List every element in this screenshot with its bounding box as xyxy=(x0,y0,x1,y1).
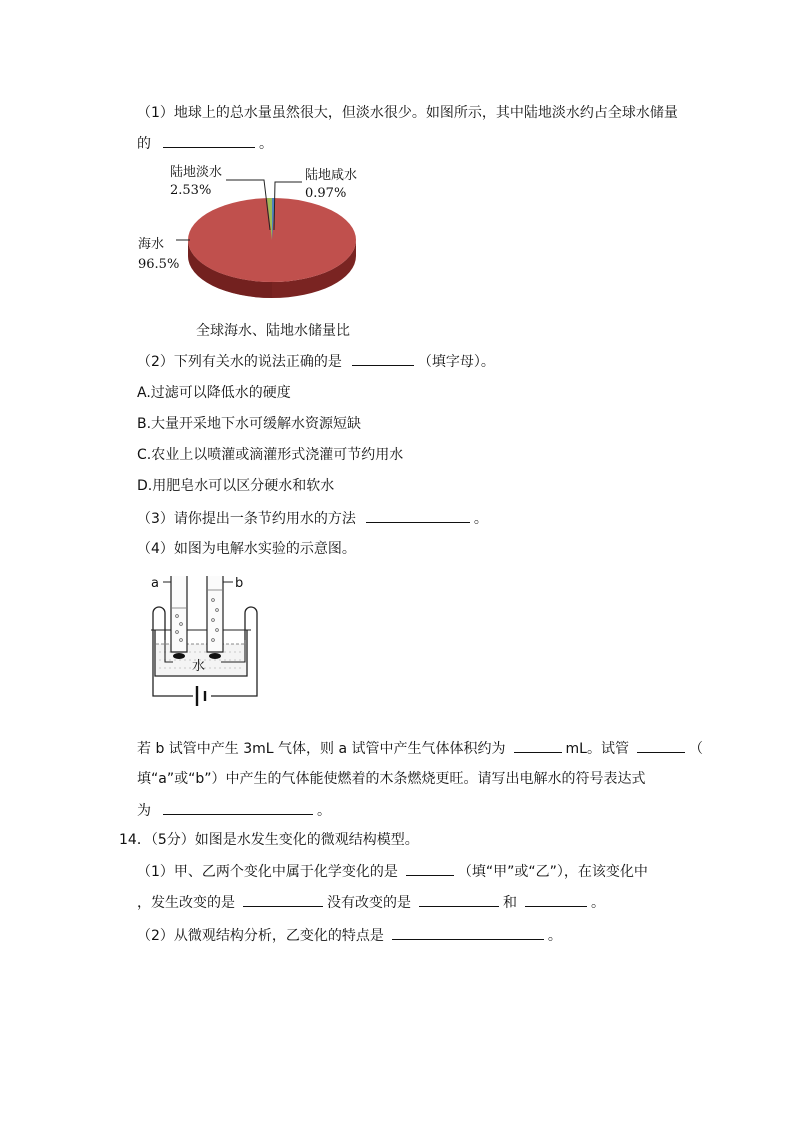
q13-part4-line2: 填“a”或“b”）中产生的气体能使燃着的木条燃烧更旺。请写出电解水的符号表达式 xyxy=(137,771,646,787)
q13-part4-text-b: mL。试管 xyxy=(565,741,629,757)
q13-part2-prefix: （2）下列有关水的说法正确的是 xyxy=(137,354,342,370)
option-b: B.大量开采地下水可缓解水资源短缺 xyxy=(137,416,362,432)
q13-part4-text-a: 若 b 试管中产生 3mL 气体，则 a 试管中产生气体体积约为 xyxy=(137,741,506,757)
q14-part1-text-c: ，发生改变的是 xyxy=(137,895,235,911)
answer-blank-11[interactable] xyxy=(392,925,544,940)
q13-part2-suffix: （填字母）。 xyxy=(417,354,495,370)
q14-part1-text-d: 没有改变的是 xyxy=(327,895,411,911)
q13-part3-prefix: （3）请你提出一条节约用水的方法 xyxy=(137,511,356,527)
q14-part2-prefix: （2）从微观结构分析，乙变化的特点是 xyxy=(137,928,384,944)
q13-part4-line1 xyxy=(137,738,703,759)
q14-part1-text-b: （填“甲”或“乙”），在该变化中 xyxy=(457,864,648,880)
q13-part4-line3 xyxy=(137,800,331,821)
electrode-a xyxy=(173,653,185,659)
answer-blank-5[interactable] xyxy=(637,738,685,753)
q14-part2 xyxy=(137,925,562,946)
q14-part1-text-f: 。 xyxy=(591,895,605,911)
q13-part3-suffix: 。 xyxy=(473,511,488,527)
answer-blank-2[interactable] xyxy=(352,351,414,366)
answer-blank-1[interactable] xyxy=(163,133,255,148)
answer-blank-4[interactable] xyxy=(514,738,562,753)
q14-title: 14．（5分）如图是水发生变化的微观结构模型。 xyxy=(119,832,419,848)
test-tube-b xyxy=(207,576,223,652)
electrode-b xyxy=(209,653,221,659)
q13-part4-text-d: 为 xyxy=(137,803,151,819)
q14-part2-suffix: 。 xyxy=(547,928,562,944)
option-c: C.农业上以喷灌或滴灌形式浇灌可节约用水 xyxy=(137,447,404,463)
pie-label-salt-name: 陆地咸水 xyxy=(305,168,358,183)
answer-blank-9[interactable] xyxy=(419,892,499,907)
q14-part1-line2 xyxy=(137,892,605,913)
pie-label-sea-pct: 96.5% xyxy=(138,257,180,272)
q13-part1-line1: （1）地球上的总水量虽然很大，但淡水很少。如图所示，其中陆地淡水约占全球水储量 xyxy=(137,105,678,121)
q13-part1-suffix: 。 xyxy=(259,136,273,152)
diagram-label-water: 水 xyxy=(192,659,206,674)
answer-blank-8[interactable] xyxy=(243,892,323,907)
q14-part1-line1 xyxy=(137,861,648,882)
answer-blank-6[interactable] xyxy=(163,800,313,815)
pie-label-salt-pct: 0.97% xyxy=(305,186,347,201)
diagram-label-a: a xyxy=(151,576,159,591)
answer-blank-10[interactable] xyxy=(525,892,587,907)
diagram-label-b: b xyxy=(235,576,244,591)
q13-part4-text-e: 。 xyxy=(317,803,331,819)
answer-blank-7[interactable] xyxy=(406,861,454,876)
q13-part2 xyxy=(137,351,495,372)
pie-label-sea-name: 海水 xyxy=(138,237,165,252)
q13-part1-prefix: 的 xyxy=(137,136,151,152)
pie-caption: 全球海水、陆地水储量比 xyxy=(196,323,350,339)
electrolysis-diagram xyxy=(135,570,265,722)
pie-label-fresh-pct: 2.53% xyxy=(170,183,212,198)
q14-part1-text-e: 和 xyxy=(503,895,517,911)
option-d: D.用肥皂水可以区分硬水和软水 xyxy=(137,478,335,494)
water-pie-chart xyxy=(130,160,370,320)
q13-part4-intro: （4）如图为电解水实验的示意图。 xyxy=(137,541,356,557)
test-tube-a xyxy=(171,576,187,652)
answer-blank-3[interactable] xyxy=(366,508,470,523)
pie-label-fresh-name: 陆地淡水 xyxy=(170,165,223,180)
q13-part4-text-c: （ xyxy=(688,741,703,757)
option-a: A.过滤可以降低水的硬度 xyxy=(137,385,291,401)
q14-part1-text-a: （1）甲、乙两个变化中属于化学变化的是 xyxy=(137,864,398,880)
q13-part3 xyxy=(137,508,488,529)
q13-part1-line2 xyxy=(137,133,273,154)
